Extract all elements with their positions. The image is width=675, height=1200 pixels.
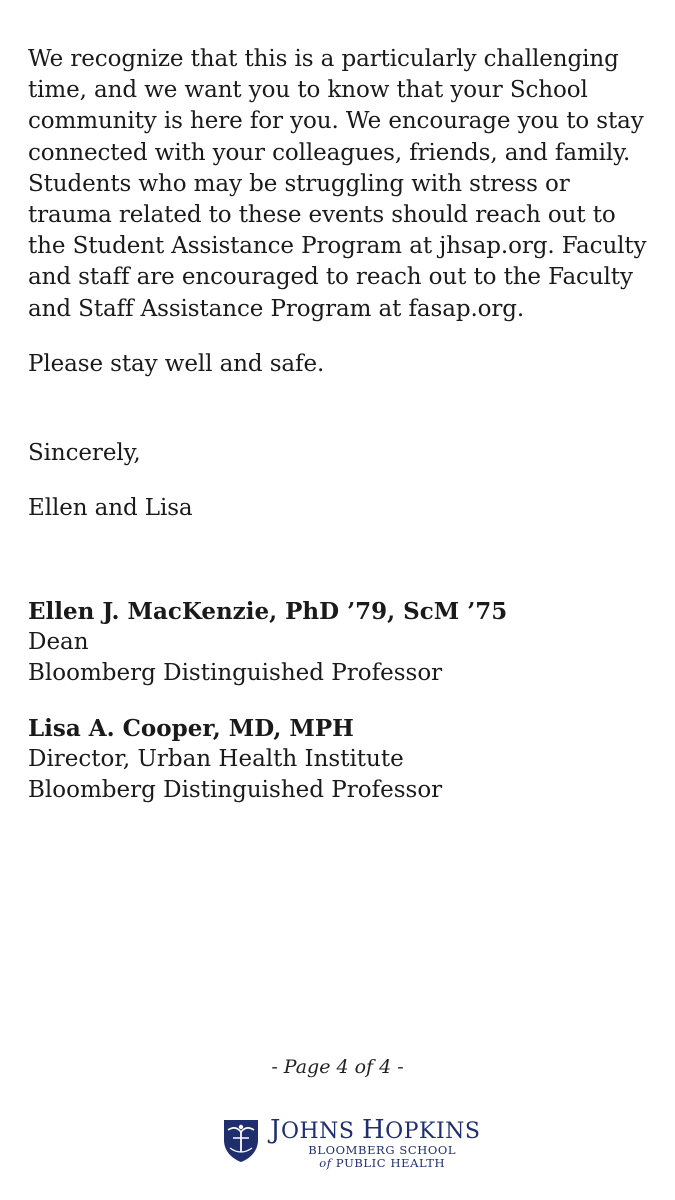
letter-body xyxy=(28,44,658,806)
signed-names: Ellen and Lisa xyxy=(28,495,193,522)
signatory-name: Lisa A. Cooper, MD, MPH xyxy=(28,715,354,743)
signatory-name: Ellen J. MacKenzie, PhD ’79, ScM ’75 xyxy=(28,598,508,626)
signatory-title: Director, Urban Health Institute xyxy=(28,746,404,773)
paragraph-support: We recognize that this is a particularly challenging time, and we want you to know that your School community is here for you. We encourage you to stay connected with your colleagues, friends, and family. Students who may be struggling with stress or trauma related to these events should reach out to the Student Assistance Program at jhsap.org. Faculty and staff are encouraged to reach out to the Faculty and Staff Assistance Program at fasap.org. xyxy=(28,46,647,322)
closing: Sincerely, xyxy=(28,440,141,467)
signatory-block xyxy=(28,713,658,806)
signatory-block xyxy=(28,596,658,689)
signatory-title: Bloomberg Distinguished Professor xyxy=(28,777,443,804)
signatory-title: Bloomberg Distinguished Professor xyxy=(28,660,443,687)
logo-wordmark xyxy=(270,1115,481,1170)
logo-subtitle: BLOOMBERG SCHOOL of PUBLIC HEALTH xyxy=(308,1143,457,1170)
jhu-bloomberg-logo xyxy=(222,1115,481,1170)
signatory-title: Dean xyxy=(28,629,89,656)
university-shield-icon xyxy=(222,1118,260,1164)
logo-title: JOHNS HOPKINS xyxy=(270,1115,481,1145)
paragraph-well-wishes: Please stay well and safe. xyxy=(28,350,325,377)
page-number: - Page 4 of 4 - xyxy=(271,1056,404,1078)
